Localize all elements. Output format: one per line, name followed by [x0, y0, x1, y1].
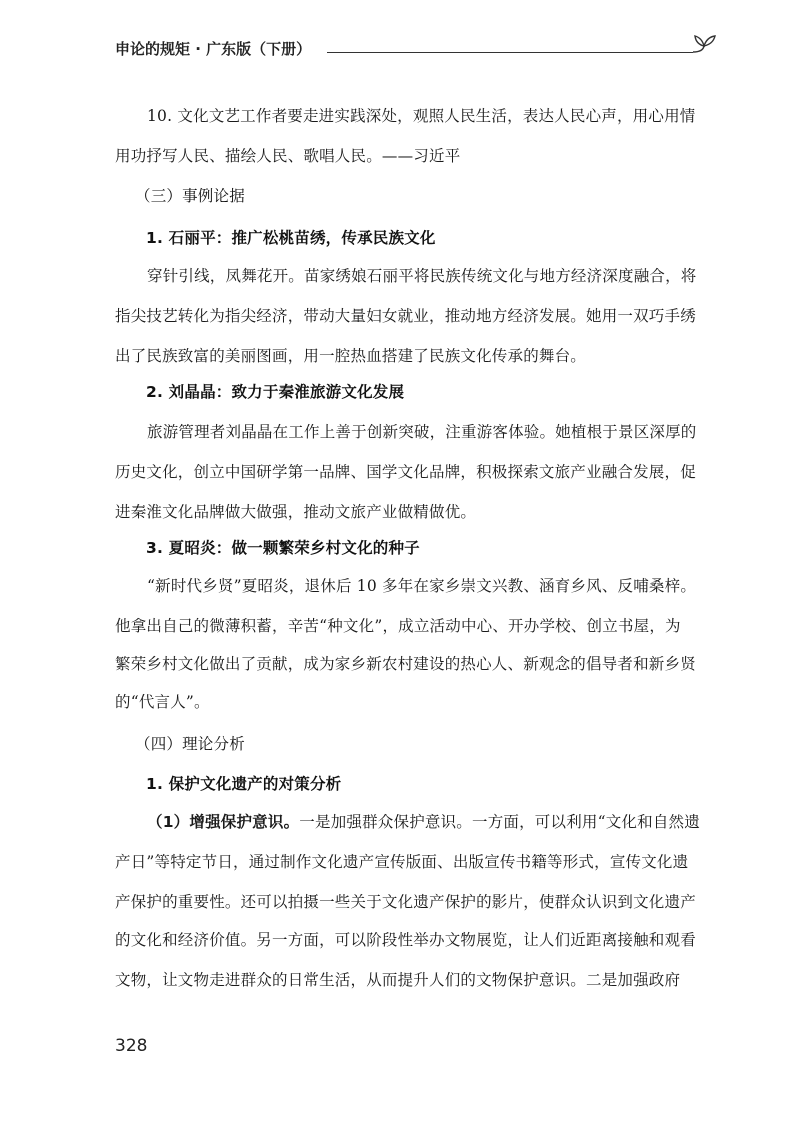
running-header [115, 28, 715, 68]
paragraph-line: 文物，让文物走进群众的日常生活，从而提升人们的文物保护意识。二是加强政府 [115, 971, 681, 989]
quote-line-1: 10. 文化文艺工作者要走进实践深处，观照人民生活，表达人民心声，用心用情 [147, 107, 696, 125]
paragraph-line: 繁荣乡村文化做出了贡献，成为家乡新农村建设的热心人、新观念的倡导者和新乡贤 [115, 655, 696, 673]
paragraph-line: 产日”等特定节日，通过制作文化遗产宣传版面、出版宣传书籍等形式，宣传文化遗 [115, 853, 689, 871]
paragraph-line: 他拿出自己的微薄积蓄，辛苦“种文化”，成立活动中心、开办学校、创立书屋，为 [115, 617, 681, 635]
page-number: 328 [115, 1036, 148, 1056]
paragraph-line: 指尖技艺转化为指尖经济，带动大量妇女就业，推动地方经济发展。她用一双巧手绣 [115, 307, 696, 325]
paragraph-line: 穿针引线，凤舞花开。苗家绣娘石丽平将民族传统文化与地方经济深度融合，将 [147, 267, 697, 285]
paragraph-line: 的“代言人”。 [115, 693, 210, 711]
paragraph-line: 进秦淮文化品牌做大做强，推动文旅产业做精做优。 [115, 503, 477, 521]
section-heading-theory: （四）理论分析 [135, 735, 245, 753]
book-title: 申论的规矩 · 广东版（下册） [115, 40, 312, 58]
case-title: 3. 夏昭炎：做一颗繁荣乡村文化的种子 [146, 539, 420, 557]
quote-line-2: 用功抒写人民、描绘人民、歌唱人民。——习近平 [115, 147, 461, 165]
case-title: 2. 刘晶晶：致力于秦淮旅游文化发展 [146, 383, 405, 401]
paragraph-line: 出了民族致富的美丽图画，用一腔热血搭建了民族文化传承的舞台。 [115, 347, 587, 365]
paragraph-line [147, 804, 715, 840]
paragraph-line: “新时代乡贤”夏昭炎，退休后 10 多年在家乡崇文兴教、涵育乡风、反哺桑梓。 [147, 577, 697, 595]
paragraph-line: 旅游管理者刘晶晶在工作上善于创新突破，注重游客体验。她植根于景区深厚的 [147, 423, 697, 441]
sprout-icon [689, 28, 719, 62]
paragraph-line: 的文化和经济价值。另一方面，可以阶段性举办文物展览，让人们近距离接触和观看 [115, 931, 696, 949]
paragraph-line: 历史文化，创立中国研学第一品牌、国学文化品牌，积极探索文旅产业融合发展，促 [115, 463, 696, 481]
section-heading-cases: （三）事例论据 [135, 187, 245, 205]
paragraph-text: 一是加强群众保护意识。一方面，可以利用“文化和自然遗 [299, 813, 700, 831]
header-rule [327, 52, 693, 53]
paragraph-line: 产保护的重要性。还可以拍摄一些关于文化遗产保护的影片，使群众认识到文化遗产 [115, 893, 696, 911]
analysis-subheading: 1. 保护文化遗产的对策分析 [146, 775, 342, 793]
case-title: 1. 石丽平：推广松桃苗绣，传承民族文化 [146, 229, 436, 247]
paragraph-lead: （1）增强保护意识。 [147, 813, 300, 831]
